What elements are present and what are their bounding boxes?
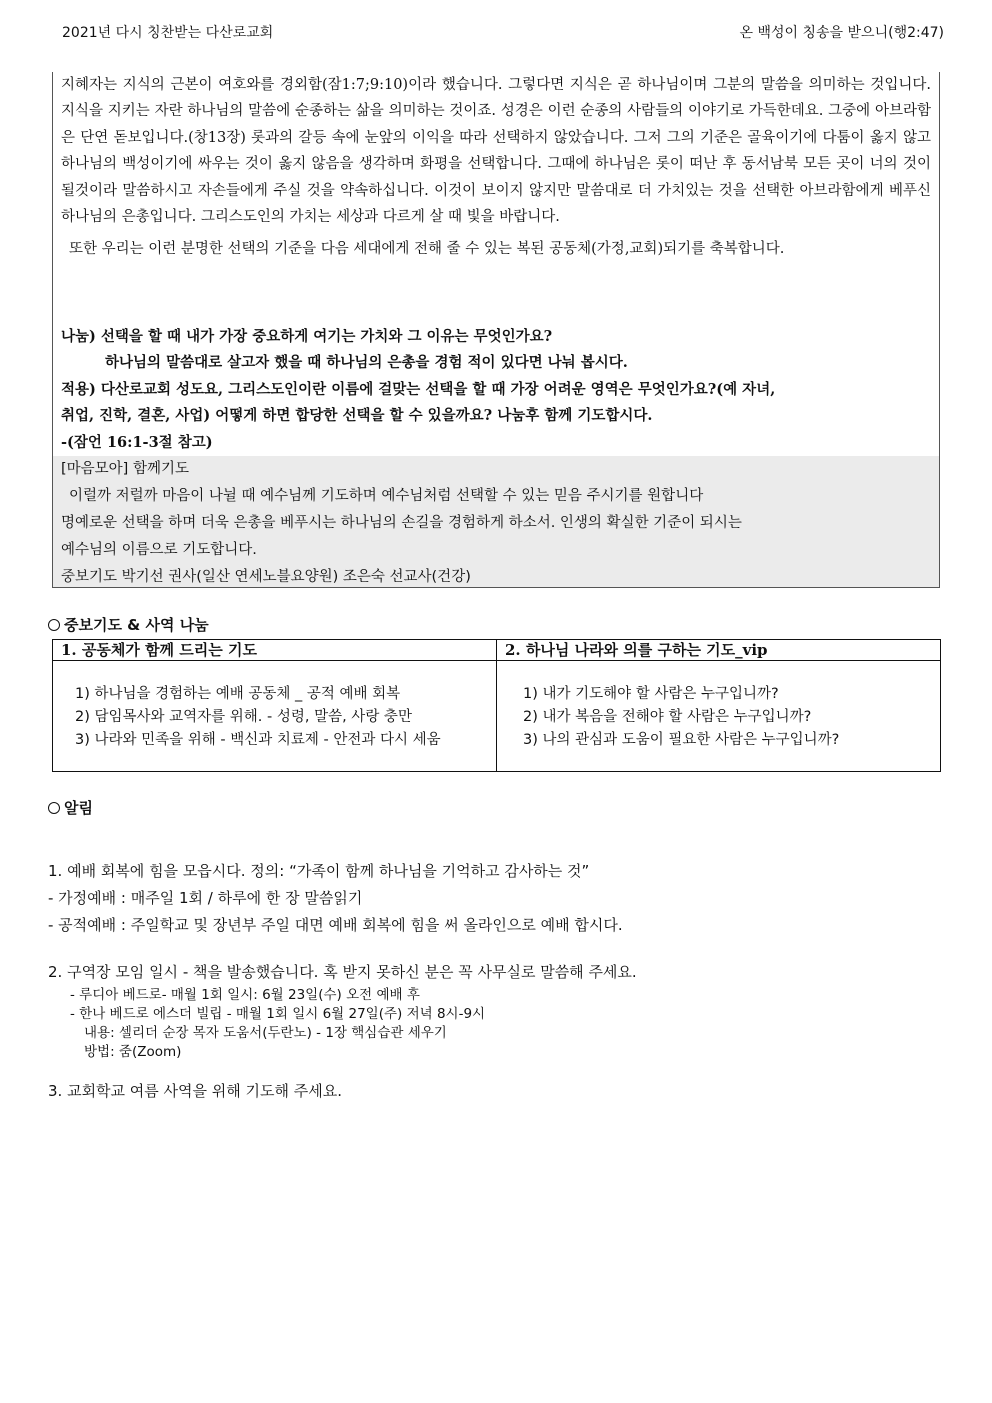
application-question-2: 취업, 진학, 결혼, 사업) 어떻게 하면 합당한 선택을 할 수 있을까요? 나눔후 함께 기도합시다.	[61, 407, 653, 425]
notice-2: 2. 구역장 모임 일시 - 책을 발송했습니다. 혹 받지 못하신 분은 꼭 사무실로 말씀해 주세요.	[48, 963, 637, 981]
prayer-table-cell-1	[53, 661, 497, 772]
notice-2-schedule-a: - 루디아 베드로- 매월 1회 일시: 6월 23일(수) 오전 예배 후	[70, 987, 420, 1003]
sharing-questions	[61, 324, 931, 456]
notice-1-public-worship: - 공적예배 : 주일학교 및 장년부 주일 대면 예배 회복에 힘을 써 올라인으로 예배 합시다.	[48, 916, 623, 934]
header-verse: 온 백성이 칭송을 받으니(행2:47)	[739, 25, 944, 41]
list-item: 3) 나의 관심과 도움이 필요한 사람은 누구입니까?	[523, 732, 840, 748]
intercession-line: 중보기도 박기선 권사(일산 연세노블요양원) 조은숙 선교사(건강)	[61, 569, 471, 585]
list-item: 2) 담임목사와 교역자를 위해. - 성령, 말씀, 사랑 충만	[75, 709, 412, 725]
sermon-body	[61, 72, 931, 263]
circle-bullet-icon	[48, 802, 60, 814]
notice-3: 3. 교회학교 여름 사역을 위해 기도해 주세요.	[48, 1082, 343, 1100]
notice-2-content: 내용: 셀리더 순장 목자 도움서(두란노) - 1장 핵심습관 세우기	[84, 1025, 447, 1041]
list-item: 1) 내가 기도해야 할 사람은 누구입니까?	[523, 686, 779, 702]
sermon-paragraph: 지혜자는 지식의 근본이 여호와를 경외함(잠1:7;9:10)이라 했습니다. 그렇다면 지식은 곧 하나님이며 그분의 말씀을 의미하는 것입니다. 지식을 지키는 자란 하나님의 말씀에 순종하는 삶을 의미하는 것이죠. 성경은 이런 순종의 사람들의 이야기로 가득한데요. 그중에 아브라함은 단연 돋보입니다.(창13장) 롯과의 갈등 속에 눈앞의 이익을 따라 선택하지 않았습니다. 그저 그의 기준은 골육이기에 다툼이 옳지 않고 하나님의 백성이기에 싸우는 것이 옳지 않음을 생각하며 화평을 선택합니다. 그때에 하나님은 롯이 떠난 후 동서남북 모든 곳이 너의 것이 될것이라 말씀하시고 자손들에게 주실 것을 약속하십니다. 이것이 보이지 않지만 말씀대로 더 가치있는 것을 선택한 아브라함에게 베푸신 하나님의 은총입니다. 그리스도인의 가치는 세상과 다르게 살 때 빛을 바랍니다.	[61, 77, 931, 226]
prayer-table	[52, 639, 941, 772]
application-question-1: 적용) 다산로교회 성도요, 그리스도인이란 이름에 걸맞는 선택을 할 때 가장 어려운 영역은 무엇인가요?(예 자녀,	[61, 380, 776, 398]
notices-section-title: 알림	[48, 797, 93, 818]
sharing-question-2: 하나님의 말씀대로 살고자 했을 때 하나님의 은총을 경험 적이 있다면 나눠 봅시다.	[105, 354, 628, 372]
prayer-line-1: 이럴까 저럴까 마음이 나뉠 때 예수님께 기도하며 예수님처럼 선택할 수 있는 믿음 주시기를 원합니다	[69, 488, 704, 504]
sermon-box	[52, 72, 940, 588]
sharing-question-1: 나눔) 선택을 할 때 내가 가장 중요하게 여기는 가치와 그 이유는 무엇인가요?	[61, 328, 553, 345]
notice-2-method: 방법: 줌(Zoom)	[84, 1044, 182, 1060]
page-header	[62, 22, 944, 42]
prayer-table-header-2: 2. 하나님 나라와 의를 구하는 기도_vip	[497, 640, 941, 661]
prayer-line-2: 명예로운 선택을 하며 더욱 은총을 베푸시는 하나님의 손길을 경험하게 하소서. 인생의 확실한 기준이 되시는	[61, 515, 742, 531]
prayer-table-header-1: 1. 공동체가 함께 드리는 기도	[53, 640, 497, 661]
list-item: 2) 내가 복음을 전해야 할 사람은 누구입니까?	[523, 709, 812, 725]
notice-2-schedule-b: - 한나 베드로 에스더 빌립 - 매월 1회 일시 6월 27일(주) 저녁 8시-9시	[70, 1006, 486, 1022]
prayer-line-3: 예수님의 이름으로 기도합니다.	[61, 542, 257, 558]
prayer-table-cell-2	[497, 661, 941, 772]
list-item: 3) 나라와 민족을 위해 - 백신과 치료제 - 안전과 다시 세움	[75, 732, 441, 748]
circle-bullet-icon	[48, 619, 60, 631]
notices-list	[48, 858, 952, 1105]
notice-1: 1. 예배 회복에 힘을 모읍시다. 정의: “가족이 함께 하나님을 기억하고 감사하는 것”	[48, 862, 590, 880]
prayer-box	[53, 456, 939, 587]
sermon-paragraph-blessing: 또한 우리는 이런 분명한 선택의 기준을 다음 세대에게 전해 줄 수 있는 복된 공동체(가정,교회)되기를 축복합니다.	[69, 241, 785, 258]
prayer-title: [마음모아] 함께기도	[61, 461, 189, 477]
notice-1-home-worship: - 가정예배 : 매주일 1회 / 하루에 한 장 말씀읽기	[48, 889, 363, 907]
list-item: 1) 하나님을 경험하는 예배 공동체 _ 공적 예배 회복	[75, 686, 401, 702]
header-church-title: 2021년 다시 칭찬받는 다산로교회	[62, 25, 274, 41]
intercession-section-title: 중보기도 & 사역 나눔	[48, 614, 209, 635]
scripture-reference: -(잠언 16:1-3절 참고)	[61, 433, 213, 451]
